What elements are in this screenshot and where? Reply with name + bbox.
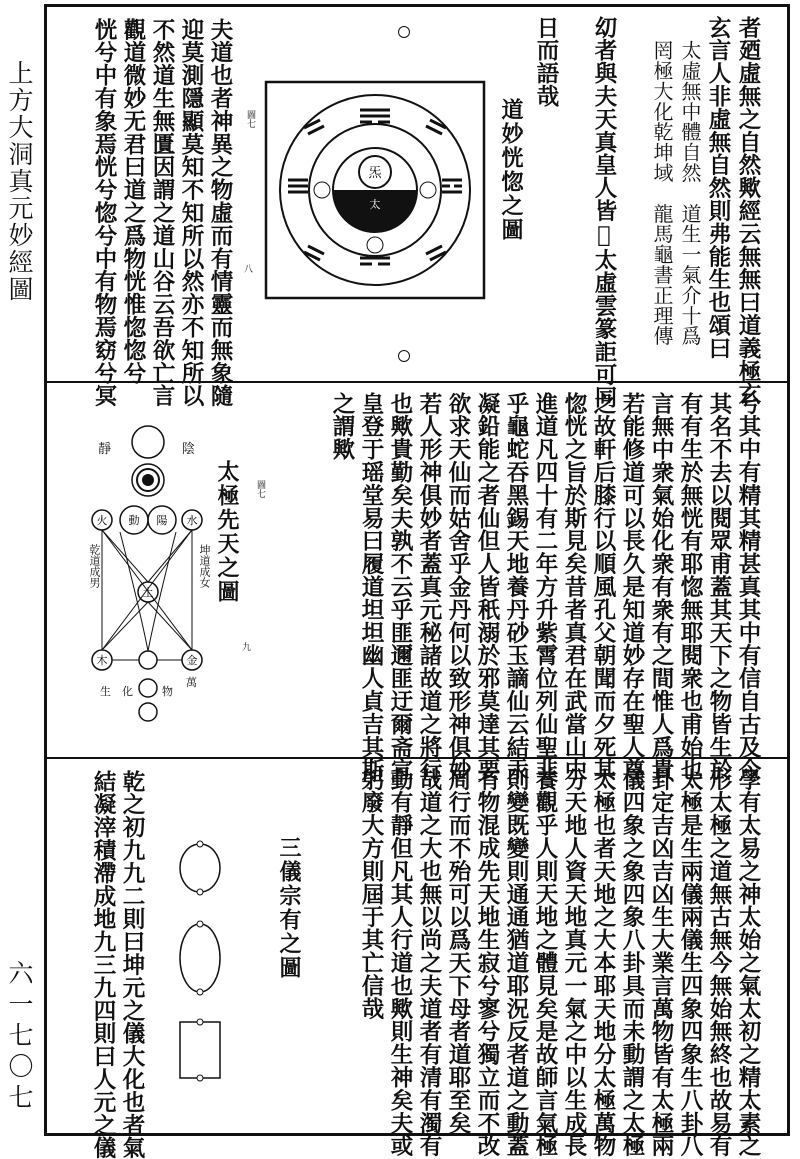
text-column: 有有生於無恍有耶惚無耶閱衆也甫始也	[677, 392, 703, 782]
word-jin: 金	[186, 654, 198, 667]
diagram-mark: 八	[244, 265, 254, 275]
word-qian: 乾道成男	[88, 544, 101, 588]
text-column: 者廼虛無之自然歟經云無無曰道義極玄	[735, 16, 761, 406]
text-column: 太極是生兩儀兩儀生四象四象生八卦八	[677, 768, 703, 1158]
text-column: 也歟貴勤矣夫孰不云乎匪邇匪迂爾斋宣	[387, 392, 413, 782]
daomiao-diagram	[264, 80, 486, 300]
word-yang: 陽	[156, 514, 168, 527]
text-column: 結凝滓積滯成地九三九四則曰人元之儀	[90, 770, 116, 1159]
diagram-mark: 九	[242, 643, 252, 653]
text-column: 進道凡四十有二年方升紫霄位列仙聖非	[532, 392, 558, 782]
text-column: 之謂歟	[329, 392, 355, 461]
binding-hole	[398, 350, 410, 362]
binding-hole	[398, 26, 410, 38]
svg-text:太: 太	[369, 198, 381, 211]
text-column: 㓜者與夫天真皇人皆𦊲太虛雲篆詎可同	[591, 16, 617, 409]
text-column: 若能修道可以長久是知道妙存在聖人尊	[619, 392, 645, 782]
text-column: 學有太易之神太始之氣太初之精太素之	[735, 768, 761, 1158]
text-column: 分天地人資天地真元一氣之中以生成長	[561, 768, 587, 1158]
word-dong: 動	[128, 514, 140, 527]
diagram-caption: 道妙恍惚之圖	[498, 98, 524, 242]
diagram-label: 圖七	[245, 110, 255, 128]
text-column: 觀道微妙无君曰道之爲物恍惟惚惚兮	[120, 18, 146, 385]
text-column: 欲求天仙而姑舍乎金丹何以致形神俱妙	[445, 392, 471, 782]
word-wu: 物	[162, 685, 173, 698]
text-column: 儀四象之象四象八卦具而未動謂之太極	[619, 768, 645, 1158]
diagram-label: 圖七	[255, 480, 265, 498]
word-wan: 萬	[186, 676, 197, 689]
text-column: 卦定吉凶吉凶生大業言萬物皆有太極兩	[648, 768, 674, 1158]
text-column: 惚恍之旨於斯見矣昔者真君在武當山中	[561, 392, 587, 782]
text-column: 之故軒后膝行以順風孔父朝聞而夕死其	[590, 392, 616, 782]
book-title: 上方大洞真元妙經圖	[5, 60, 34, 303]
verse-column: 罔極大化乾坤域 龍馬龜書正理傳	[650, 40, 674, 346]
text-column: 養觀乎人則天地之體見矣是故師言氣極	[532, 768, 558, 1158]
word-shui: 水	[186, 514, 198, 527]
diagram-caption: 三儀宗有之圖	[276, 836, 302, 980]
text-column: 夫道也者神異之物虛而有情靈而無象隨	[207, 18, 233, 408]
word-jing: 靜	[98, 442, 112, 457]
verse-column: 太虛無中體自然 道生一氣介十爲	[678, 40, 702, 346]
text-column: 玄言人非虛無自然則弗能生也頌曰	[705, 16, 731, 360]
text-column: 則變既變則通通猶道耶況反者道之動蓋	[503, 768, 529, 1158]
text-column: 迎莫測隱顯莫知不知所以然亦不知所以	[178, 18, 204, 408]
text-column: 不然道生無匱因謂之道山谷云吾欲亡言	[149, 18, 175, 408]
text-column: 若人形神俱妙者蓋真元秘諸故道之將行	[416, 392, 442, 782]
text-column: 乾之初九九二則曰坤元之儀大化也者氣	[119, 770, 145, 1159]
word-hua: 化	[122, 685, 133, 698]
text-column: 皇登于瑶堂易曰履道坦坦幽人貞吉其斯	[358, 392, 384, 782]
word-sheng: 生	[100, 685, 111, 698]
svg-text:炁: 炁	[368, 166, 382, 181]
text-column: 有物混成先天地生寂兮寥兮獨立而不改	[474, 768, 500, 1158]
text-column: 其名不去以閱眾甫蓋其天下之物皆生於	[706, 392, 732, 782]
sanyi-diagram	[174, 830, 234, 1090]
word-mu: 木	[96, 654, 108, 667]
text-column: 言無中衆氣始化衆有衆有之間惟人爲貴	[648, 392, 674, 782]
word-tu: 土	[142, 586, 154, 599]
word-yin: 陰	[182, 442, 196, 457]
text-column: 形太極之道無古無今無始無終也故易有	[706, 768, 732, 1158]
page-number: 六一七〇七	[5, 960, 34, 1115]
text-column: 哉道之大也無以尚之夫道者有清有濁有	[416, 768, 442, 1158]
text-column: 動有靜但凡其人行道也歟則生神矣夫或	[387, 768, 413, 1158]
text-column: 周行而不殆可以爲天下母者道耶至矣	[445, 768, 471, 1135]
text-column: 躬廢大方則屆于其亡信哉	[358, 768, 384, 1020]
word-kun: 坤道成女	[198, 544, 211, 588]
word-huo: 火	[96, 514, 108, 527]
text-column: 日而語哉	[533, 16, 559, 108]
text-column: 兮其中有精其精甚真其中有信自古及今	[735, 392, 761, 782]
text-column: 乎龜蛇吞黑錫天地養丹砂玉謫仙云結汞	[503, 392, 529, 782]
diagram-caption: 太極先天之圖	[214, 460, 240, 604]
text-column: 凝鉛能之者仙但人皆秖溺於邪莫達其要	[474, 392, 500, 782]
text-column: 恍兮中有象焉恍兮惚兮中有物焉窈兮冥	[91, 18, 117, 408]
text-column: 太極也者天地之大本耶天地分太極萬物	[590, 768, 616, 1158]
